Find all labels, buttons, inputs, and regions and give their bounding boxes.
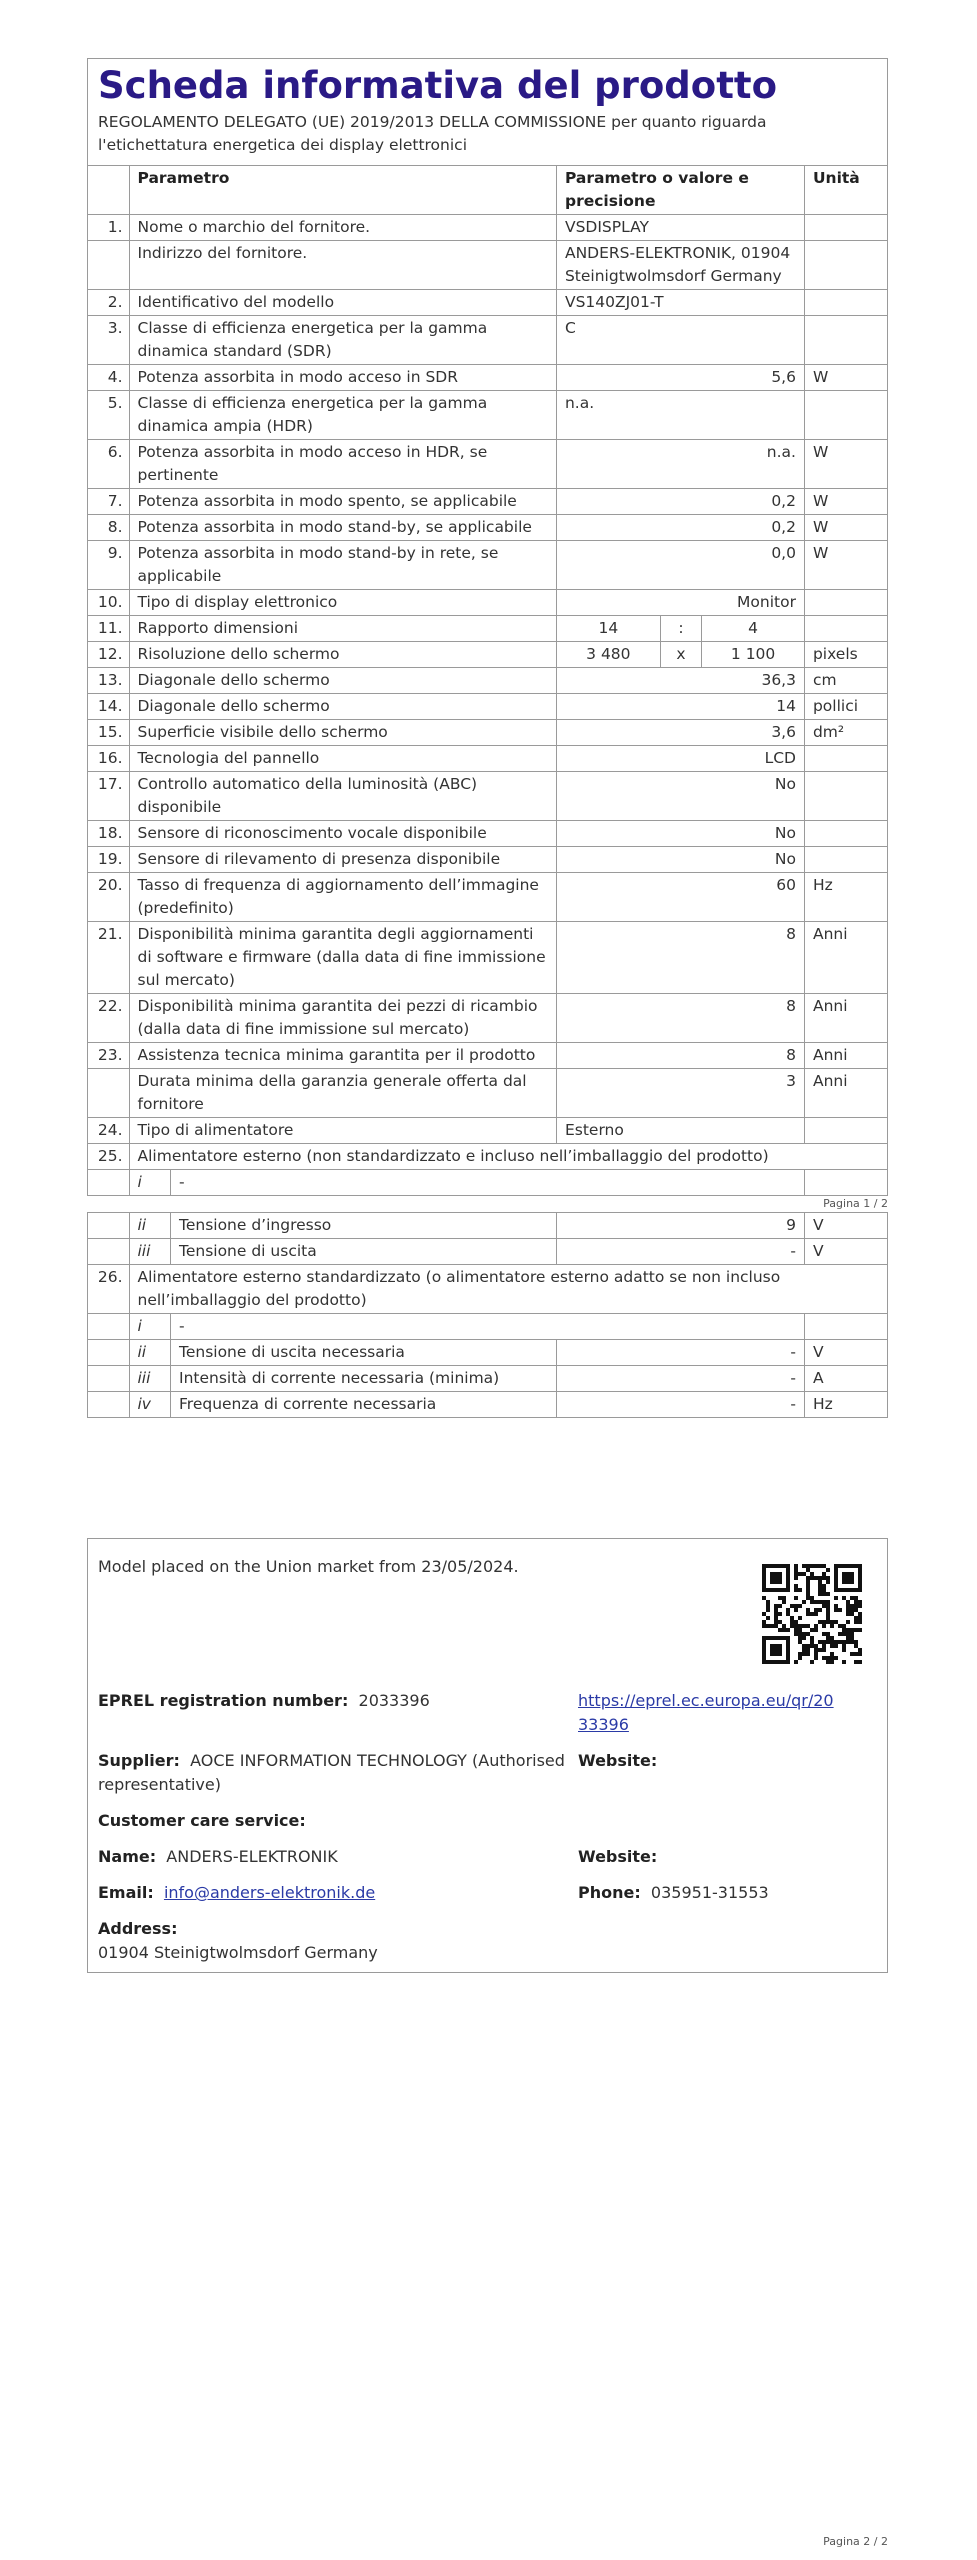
- row-unit: Hz: [804, 873, 887, 922]
- row-unit: V: [804, 1239, 887, 1265]
- table-row: [88, 515, 888, 541]
- header-value: Parametro o valore e precisione: [556, 166, 804, 215]
- row-label: Disponibilità minima garantita dei pezzi di ricambio (dalla data di fine immissione sul mercato): [129, 994, 556, 1043]
- row-label: Indirizzo del fornitore.: [129, 241, 556, 290]
- product-sheet: [87, 58, 888, 1418]
- row-label: Potenza assorbita in modo spento, se applicabile: [129, 489, 556, 515]
- sub-index: ii: [129, 1340, 171, 1366]
- row-value: ANDERS-ELEKTRONIK, 01904 Steinigtwolmsdorf Germany: [556, 241, 804, 290]
- row-label: Potenza assorbita in modo stand-by in rete, se applicabile: [129, 541, 556, 590]
- row-value: -: [556, 1239, 804, 1265]
- row-value: Esterno: [556, 1118, 804, 1144]
- row-number: 8.: [88, 515, 130, 541]
- row-number: 19.: [88, 847, 130, 873]
- header-param: Parametro: [129, 166, 556, 215]
- row-unit: [804, 290, 887, 316]
- row-label: Assistenza tecnica minima garantita per il prodotto: [129, 1043, 556, 1069]
- row-unit: W: [804, 489, 887, 515]
- sub-index: iii: [129, 1366, 171, 1392]
- eprel-link-part2[interactable]: 33396: [578, 1715, 629, 1734]
- row-number: [88, 1239, 130, 1265]
- address-label: Address:: [98, 1919, 178, 1938]
- row-number: 17.: [88, 772, 130, 821]
- sub-index: ii: [129, 1213, 171, 1239]
- row-label: Sensore di riconoscimento vocale disponibile: [129, 821, 556, 847]
- row-label: Tasso di frequenza di aggiornamento dell’immagine (predefinito): [129, 873, 556, 922]
- row-label: Controllo automatico della luminosità (ABC) disponibile: [129, 772, 556, 821]
- row-number: 6.: [88, 440, 130, 489]
- table-row: [88, 694, 888, 720]
- row-label: Tensione d’ingresso: [171, 1213, 557, 1239]
- row-value: 3: [556, 1069, 804, 1118]
- aspect-width: 14: [556, 616, 660, 642]
- table-row: [88, 590, 888, 616]
- row-label: Potenza assorbita in modo acceso in SDR: [129, 365, 556, 391]
- table-row: [88, 1213, 888, 1239]
- row-number: 26.: [88, 1265, 130, 1314]
- sub-index: iii: [129, 1239, 171, 1265]
- page-number: Pagina 1 / 2: [823, 1197, 888, 1210]
- sub-index: iv: [129, 1392, 171, 1418]
- table-row: [88, 1239, 888, 1265]
- table-row: [88, 1043, 888, 1069]
- table-row: [88, 1118, 888, 1144]
- name-value: ANDERS-ELEKTRONIK: [166, 1847, 338, 1866]
- eprel-number: 2033396: [358, 1691, 430, 1710]
- row-label: Durata minima della garanzia generale offerta dal fornitore: [129, 1069, 556, 1118]
- row-label: Rapporto dimensioni: [129, 616, 556, 642]
- row-unit: Hz: [804, 1392, 887, 1418]
- row-number: 10.: [88, 590, 130, 616]
- table-row: [88, 847, 888, 873]
- table-row: [88, 365, 888, 391]
- row-label: -: [171, 1314, 805, 1340]
- row-label: Tecnologia del pannello: [129, 746, 556, 772]
- row-label: Potenza assorbita in modo stand-by, se applicabile: [129, 515, 556, 541]
- row-number: [88, 1366, 130, 1392]
- resolution-height: 1 100: [702, 642, 805, 668]
- table-row: [88, 440, 888, 489]
- table-header-row: [88, 166, 888, 215]
- row-number: 3.: [88, 316, 130, 365]
- table-row: [88, 489, 888, 515]
- row-unit: dm²: [804, 720, 887, 746]
- row-unit: Anni: [804, 994, 887, 1043]
- row-unit: V: [804, 1340, 887, 1366]
- row-unit: [804, 241, 887, 290]
- qr-code-icon[interactable]: [762, 1564, 862, 1664]
- page-title: Scheda informativa del prodotto: [98, 64, 777, 107]
- row-value: 0,0: [556, 541, 804, 590]
- row-number: 9.: [88, 541, 130, 590]
- model-placed-text: Model placed on the Union market from 23/05/2024.: [98, 1557, 519, 1576]
- row-value: n.a.: [556, 440, 804, 489]
- row-number: 4.: [88, 365, 130, 391]
- row-label: Classe di efficienza energetica per la gamma dinamica ampia (HDR): [129, 391, 556, 440]
- aspect-height: 4: [702, 616, 805, 642]
- table-row: [88, 391, 888, 440]
- row-value: 14: [556, 694, 804, 720]
- row-number: 20.: [88, 873, 130, 922]
- customer-care-label: Customer care service:: [98, 1811, 306, 1830]
- supplier-value-cont: representative): [98, 1775, 221, 1794]
- row-unit: [804, 616, 887, 642]
- row-number: [88, 1213, 130, 1239]
- row-value: Monitor: [556, 590, 804, 616]
- table-row: [88, 772, 888, 821]
- row-number: 16.: [88, 746, 130, 772]
- row-unit: [804, 772, 887, 821]
- table-row: [88, 616, 888, 642]
- eprel-link-part1[interactable]: https://eprel.ec.europa.eu/qr/20: [578, 1691, 834, 1710]
- row-unit: W: [804, 541, 887, 590]
- email-label: Email:: [98, 1883, 154, 1902]
- table-row: [88, 922, 888, 994]
- table-row: [88, 316, 888, 365]
- eprel-card: [87, 1538, 888, 1973]
- row-value: 8: [556, 994, 804, 1043]
- row-label: Sensore di rilevamento di presenza disponibile: [129, 847, 556, 873]
- row-number: 7.: [88, 489, 130, 515]
- row-number: 12.: [88, 642, 130, 668]
- row-number: 22.: [88, 994, 130, 1043]
- row-number: 15.: [88, 720, 130, 746]
- row-label: Tipo di display elettronico: [129, 590, 556, 616]
- table-row: [88, 1265, 888, 1314]
- row-unit: [804, 847, 887, 873]
- row-unit: V: [804, 1213, 887, 1239]
- page-number-2: Pagina 2 / 2: [823, 2535, 888, 2548]
- row-number: 14.: [88, 694, 130, 720]
- row-value: 36,3: [556, 668, 804, 694]
- table-row: [88, 821, 888, 847]
- row-unit: [804, 1118, 887, 1144]
- row-unit: W: [804, 440, 887, 489]
- row-label: Frequenza di corrente necessaria: [171, 1392, 557, 1418]
- row-value: No: [556, 821, 804, 847]
- row-unit: Anni: [804, 1043, 887, 1069]
- row-label: -: [171, 1170, 805, 1196]
- phone-label: Phone:: [578, 1883, 641, 1902]
- row-label: Tensione di uscita necessaria: [171, 1340, 557, 1366]
- table-row: [88, 668, 888, 694]
- row-unit: [804, 590, 887, 616]
- table-row: [88, 1340, 888, 1366]
- row-label: Tensione di uscita: [171, 1239, 557, 1265]
- row-number: 21.: [88, 922, 130, 994]
- table-row: [88, 541, 888, 590]
- row-label: Diagonale dello schermo: [129, 668, 556, 694]
- row-unit: pixels: [804, 642, 887, 668]
- row-number: [88, 1392, 130, 1418]
- row-value: No: [556, 772, 804, 821]
- row-number: 25.: [88, 1144, 130, 1170]
- table-row: [88, 1366, 888, 1392]
- row-value: 0,2: [556, 515, 804, 541]
- table-row: [88, 215, 888, 241]
- name-label: Name:: [98, 1847, 157, 1866]
- row-value: C: [556, 316, 804, 365]
- aspect-separator: :: [660, 616, 702, 642]
- row-unit: [804, 746, 887, 772]
- table-row: [88, 1314, 888, 1340]
- row-unit: [804, 821, 887, 847]
- row-label: Risoluzione dello schermo: [129, 642, 556, 668]
- sub-index: i: [129, 1314, 171, 1340]
- row-label: Intensità di corrente necessaria (minima): [171, 1366, 557, 1392]
- row-value: VSDISPLAY: [556, 215, 804, 241]
- header-num: [88, 166, 130, 215]
- supplier-label: Supplier:: [98, 1751, 180, 1770]
- row-unit: W: [804, 515, 887, 541]
- table-row: [88, 1392, 888, 1418]
- row-unit: [804, 316, 887, 365]
- website-label: Website:: [578, 1751, 658, 1770]
- row-value: LCD: [556, 746, 804, 772]
- row-label: Diagonale dello schermo: [129, 694, 556, 720]
- row-label: Disponibilità minima garantita degli aggiornamenti di software e firmware (dalla data di fine immissione sul mercato): [129, 922, 556, 994]
- address-value: 01904 Steinigtwolmsdorf Germany: [98, 1943, 378, 1962]
- row-label: Superficie visibile dello schermo: [129, 720, 556, 746]
- email-link[interactable]: info@anders-elektronik.de: [163, 1883, 376, 1902]
- website2-label: Website:: [578, 1847, 658, 1866]
- row-label: Nome o marchio del fornitore.: [129, 215, 556, 241]
- row-number: 2.: [88, 290, 130, 316]
- table-row: [88, 1069, 888, 1118]
- row-value: 3,6: [556, 720, 804, 746]
- row-number: 23.: [88, 1043, 130, 1069]
- resolution-width: 3 480: [556, 642, 660, 668]
- supplier-value: AOCE INFORMATION TECHNOLOGY (Authorised: [190, 1751, 565, 1770]
- row-number: [88, 1069, 130, 1118]
- row-label: Alimentatore esterno standardizzato (o alimentatore esterno adatto se non incluso nell’imballaggio del prodotto): [129, 1265, 888, 1314]
- row-number: [88, 1340, 130, 1366]
- eprel-label: EPREL registration number:: [98, 1691, 349, 1710]
- row-number: 18.: [88, 821, 130, 847]
- row-value: 9: [556, 1213, 804, 1239]
- table-row: [88, 290, 888, 316]
- row-unit: Anni: [804, 1069, 887, 1118]
- header-unit: Unità: [804, 166, 887, 215]
- info-table-continued: [87, 1212, 888, 1418]
- row-unit: pollici: [804, 694, 887, 720]
- row-unit: cm: [804, 668, 887, 694]
- table-row: [88, 994, 888, 1043]
- row-number: 13.: [88, 668, 130, 694]
- table-row: [88, 873, 888, 922]
- row-value: VS140ZJ01-T: [556, 290, 804, 316]
- row-value: 8: [556, 1043, 804, 1069]
- row-value: -: [556, 1340, 804, 1366]
- row-value: No: [556, 847, 804, 873]
- regulation-subtitle: REGOLAMENTO DELEGATO (UE) 2019/2013 DELLA COMMISSIONE per quanto riguarda l'etichettatura energetica dei display elettronici: [98, 113, 767, 154]
- row-number: [88, 241, 130, 290]
- resolution-separator: x: [660, 642, 702, 668]
- row-unit: [804, 215, 887, 241]
- row-value: -: [556, 1366, 804, 1392]
- row-value: 8: [556, 922, 804, 994]
- row-label: Identificativo del modello: [129, 290, 556, 316]
- row-number: 24.: [88, 1118, 130, 1144]
- row-value: n.a.: [556, 391, 804, 440]
- row-value: 5,6: [556, 365, 804, 391]
- row-value: 60: [556, 873, 804, 922]
- table-row: [88, 1170, 888, 1196]
- table-row: [88, 746, 888, 772]
- phone-value: 035951-31553: [650, 1883, 769, 1902]
- row-label: Classe di efficienza energetica per la gamma dinamica standard (SDR): [129, 316, 556, 365]
- sub-index: i: [129, 1170, 171, 1196]
- eprel-link[interactable]: [578, 1689, 834, 1737]
- row-label: Potenza assorbita in modo acceso in HDR, se pertinente: [129, 440, 556, 489]
- row-value: 0,2: [556, 489, 804, 515]
- row-unit: W: [804, 365, 887, 391]
- table-row: [88, 720, 888, 746]
- table-row: [88, 241, 888, 290]
- row-label: Tipo di alimentatore: [129, 1118, 556, 1144]
- row-unit: A: [804, 1366, 887, 1392]
- row-number: 5.: [88, 391, 130, 440]
- sheet-header: [87, 58, 888, 165]
- table-row: [88, 1144, 888, 1170]
- row-label: Alimentatore esterno (non standardizzato e incluso nell’imballaggio del prodotto): [129, 1144, 888, 1170]
- info-table: [87, 165, 888, 1196]
- row-number: 1.: [88, 215, 130, 241]
- row-number: 11.: [88, 616, 130, 642]
- row-unit: [804, 391, 887, 440]
- row-unit: Anni: [804, 922, 887, 994]
- row-value: -: [556, 1392, 804, 1418]
- table-row: [88, 642, 888, 668]
